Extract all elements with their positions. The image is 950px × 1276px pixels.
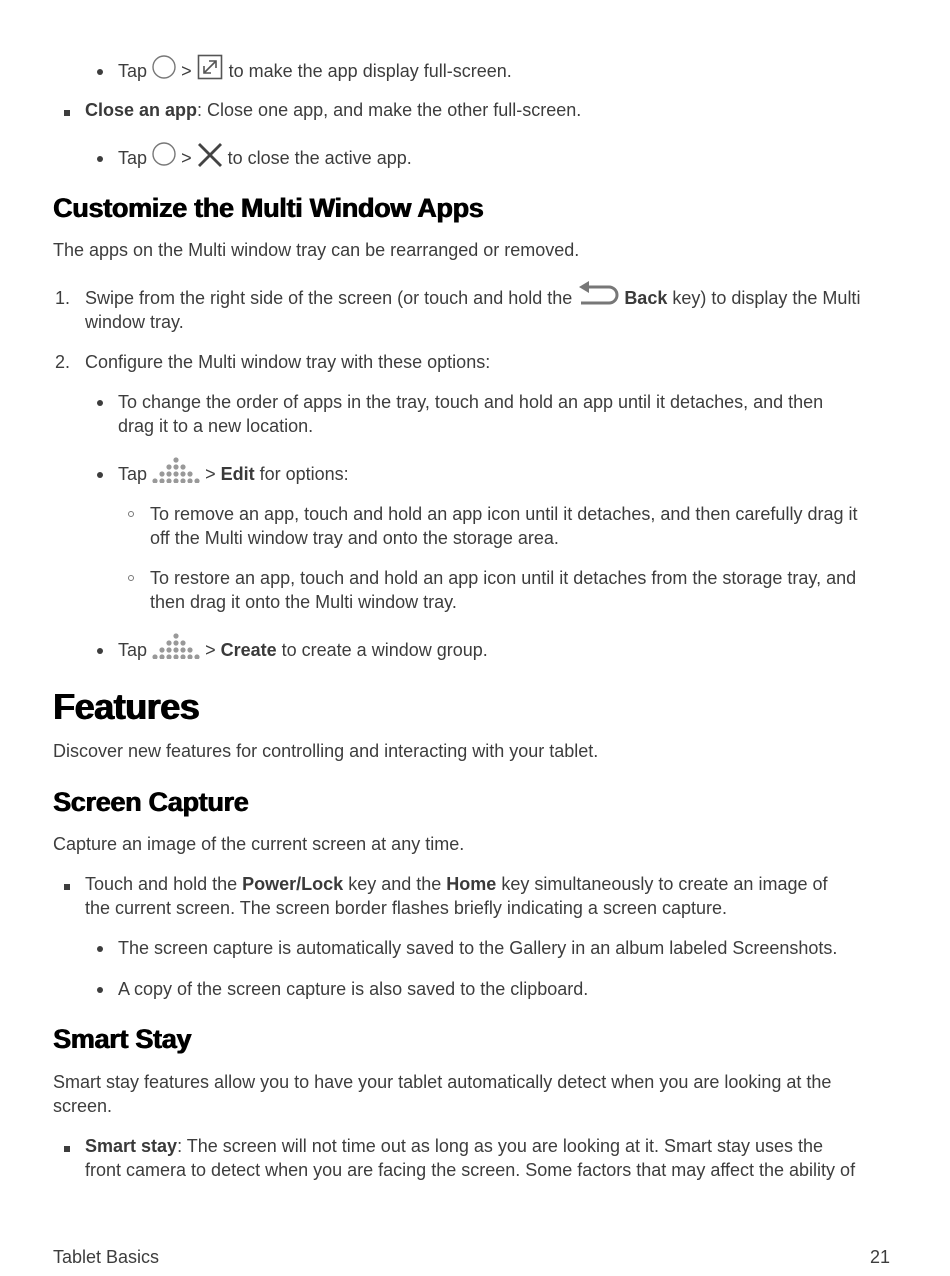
page-number: 21	[869, 1247, 890, 1267]
fullscreen-step-gt: >	[181, 61, 192, 81]
smart-stay-bullet-l1	[85, 1134, 823, 1158]
edit-step-gt: >	[205, 464, 216, 484]
fullscreen-step-post: to make the app display full-screen.	[228, 61, 512, 81]
home-circle-icon	[150, 55, 178, 81]
back-arrow-icon	[577, 281, 619, 307]
home-circle-icon	[150, 142, 178, 168]
bullet-dot	[97, 400, 103, 406]
home-key: Home	[446, 874, 497, 894]
smart-stay-label: Smart stay	[85, 1136, 178, 1156]
edit-step-pre: Tap	[118, 464, 148, 484]
step-number: 1.	[55, 288, 71, 308]
bullet-dot	[97, 156, 103, 162]
expand-icon	[197, 54, 224, 81]
create-key: Create	[220, 640, 277, 660]
customize-intro: The apps on the Multi window tray can be rearranged or removed.	[53, 240, 580, 260]
features-intro: Discover new features for controlling and interacting with your tablet.	[53, 741, 599, 761]
restore-l1: To restore an app, touch and hold an app icon until it detaches from the storage tray, and	[150, 568, 857, 588]
features-heading: Features	[53, 686, 200, 727]
sc-mid: key and the	[348, 874, 442, 894]
edit-step	[118, 462, 349, 486]
bullet-dot	[97, 472, 103, 478]
step1-line1	[85, 286, 860, 310]
smart-stay-intro-l1: Smart stay features allow you to have your tablet automatically detect when you are looking at the	[53, 1072, 832, 1092]
close-step-post: to close the active app.	[227, 148, 412, 168]
step2-text: Configure the Multi window tray with these options:	[85, 352, 491, 372]
more-dots-icon	[152, 633, 200, 659]
create-step-pre: Tap	[118, 640, 148, 660]
smart-stay-intro-l2: screen.	[53, 1096, 113, 1116]
close-x-icon	[197, 142, 223, 168]
close-step	[118, 146, 412, 170]
step1-post: key) to display the Multi	[672, 288, 861, 308]
sc-post: key simultaneously to create an image of	[501, 874, 828, 894]
step1-pre: Swipe from the right side of the screen (or touch and hold the	[85, 288, 573, 308]
step-number: 2.	[55, 352, 71, 372]
remove-l2: off the Multi window tray and onto the storage area.	[150, 528, 559, 548]
step1-key: Back	[624, 288, 668, 308]
remove-l1: To remove an app, touch and hold an app icon until it detaches, and then carefully drag it	[150, 504, 858, 524]
more-dots-icon	[152, 457, 200, 483]
bullet-dot	[97, 946, 103, 952]
bullet-square	[64, 110, 70, 116]
screen-capture-bullet-l2: the current screen. The screen border flashes briefly indicating a screen capture.	[85, 898, 728, 918]
close-app-label: Close an app	[85, 100, 198, 120]
bullet-square	[64, 1146, 70, 1152]
bullet-dot	[97, 648, 103, 654]
bullet-dot	[97, 987, 103, 993]
smart-stay-desc: : The screen will not time out as long as you are looking at it. Smart stay uses the	[177, 1136, 824, 1156]
step1-line2: window tray.	[85, 312, 184, 332]
bullet-ring	[128, 575, 134, 581]
create-step	[118, 638, 488, 662]
bullet-square	[64, 884, 70, 890]
close-app-desc: : Close one app, and make the other full-screen.	[197, 100, 582, 120]
restore-l2: then drag it onto the Multi window tray.	[150, 592, 457, 612]
close-app-item	[85, 98, 581, 122]
close-step-gt: >	[181, 148, 192, 168]
screen-capture-bullet-l1	[85, 872, 827, 896]
fullscreen-step	[118, 59, 512, 83]
screen-capture-heading: Screen Capture	[53, 787, 249, 817]
sc-pre: Touch and hold the	[85, 874, 238, 894]
power-lock-key: Power/Lock	[242, 874, 344, 894]
create-step-gt: >	[205, 640, 216, 660]
bullet-dot	[97, 69, 103, 75]
smart-stay-heading: Smart Stay	[53, 1024, 192, 1054]
customize-heading: Customize the Multi Window Apps	[53, 193, 484, 223]
saved-clipboard: A copy of the screen capture is also saved to the clipboard.	[118, 979, 589, 999]
fullscreen-step-pre: Tap	[118, 61, 148, 81]
close-step-pre: Tap	[118, 148, 148, 168]
change-order-l1: To change the order of apps in the tray, touch and hold an app until it detaches, and then	[118, 392, 824, 412]
edit-key: Edit	[220, 464, 255, 484]
change-order-l2: drag it to a new location.	[118, 416, 314, 436]
create-step-post: to create a window group.	[281, 640, 488, 660]
screen-capture-intro: Capture an image of the current screen at any time.	[53, 834, 465, 854]
edit-step-post: for options:	[259, 464, 349, 484]
saved-gallery: The screen capture is automatically saved to the Gallery in an album labeled Screenshots.	[118, 938, 838, 958]
bullet-ring	[128, 511, 134, 517]
smart-stay-bullet-l2: front camera to detect when you are facing the screen. Some factors that may affect the ability of	[85, 1160, 856, 1180]
footer-section: Tablet Basics	[53, 1247, 160, 1267]
